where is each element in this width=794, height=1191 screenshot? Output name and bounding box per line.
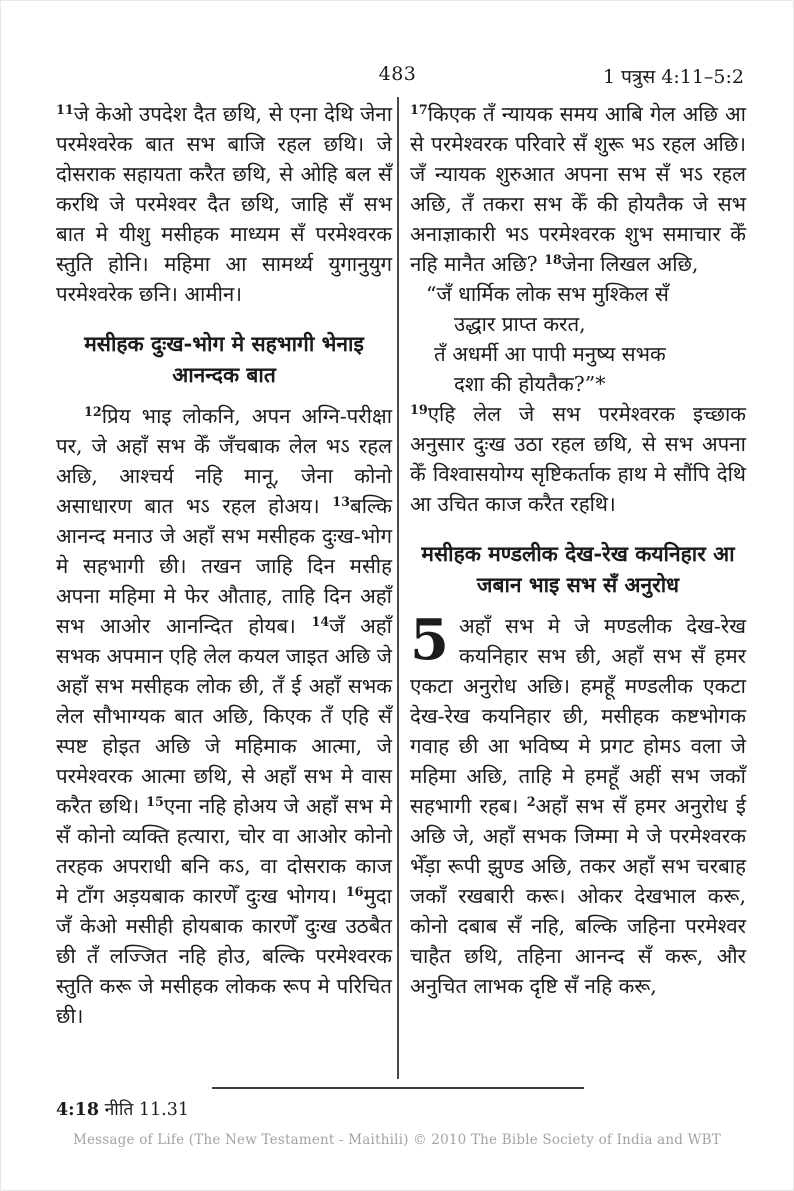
verse-number: 18: [544, 252, 562, 267]
book-reference: 1 पत्रुस 4:11–5:2: [602, 66, 744, 88]
verse-number: 13: [332, 494, 350, 509]
quote-line-with-footnote-marker: दशा की होयतैक?”*: [454, 372, 606, 396]
footnote: [56, 1098, 189, 1122]
left-column: [56, 99, 392, 1031]
verse-paragraph-17-18: $^{17}$किएक तँ न्यायक समय आबि गेल अछि आ से परमेश्वरक परिवारे सँ शुरू भऽ रहल अछि। जँ न्यायक शुरुआत अपना सभ सँ भऽ रहल अछि, तँ तकरा सभ केँ की होयतैक जे सभ अनाज्ञाकारी भऽ परमेश्वरक शुभ समाचार केँ नहि मानैत अछि? $^{18}$जेना लिखल अछि,: [410, 102, 746, 276]
page-number: 483: [378, 63, 417, 85]
section-heading-suffering: मसीहक दुःख-भोग मे सहभागी भेनाइ आनन्दक बात: [84, 331, 364, 387]
copyright-line: Message of Life (The New Testament - Maithili) © 2010 The Bible Society of India and WBT: [72, 1132, 722, 1148]
chapter-5-paragraph: [410, 607, 746, 1001]
verse-number: 12: [84, 404, 102, 419]
verse-number: 17: [410, 102, 428, 117]
quote-line: “जँ धार्मिक लोक सभ मुश्किल सँ: [426, 282, 669, 306]
column-divider-rule: [397, 97, 399, 1079]
poetry-quote: [410, 279, 746, 399]
verse-number: 16: [345, 884, 364, 899]
verse-number: 19: [410, 402, 428, 417]
verse-number: 15: [146, 794, 164, 809]
verse-paragraph-11: $^{11}$जे केओ उपदेश दैत छथि, से एना देथि जेना परमेश्वरेक बात सभ बाजि रहल छथि। जे दोसराक सहायता करैत छथि, से ओहि बल सँ करथि जे परमेश्वर दैत छथि, जाहि सँ सभ बात मे यीशु मसीहक माध्यम सँ परमेश्वरक स्तुति होनि। महिमा आ सामर्थ्य युगानुयुग परमेश्वरेक छनि। आमीन।: [56, 102, 392, 306]
running-head: [51, 63, 744, 89]
footnote-divider-rule: [212, 1087, 584, 1089]
section-heading-elders: मसीहक मण्डलीक देख-रेख कयनिहार आ जबान भाइ सभ सँ अनुरोध: [421, 541, 735, 597]
body-text-area: [56, 99, 746, 1079]
verse-number: 2: [526, 794, 536, 809]
verse-number: 11: [56, 102, 74, 117]
verse-paragraph-12-16: $^{12}$प्रिय भाइ लोकनि, अपन अग्नि-परीक्षा पर, जे अहाँ सभ केँ जँचबाक लेल भऽ रहल अछि, आश्चर्य नहि मानू, जेना कोनो असाधारण बात भऽ रहल होअय। $^{13}$बल्कि आनन्द मनाउ जे अहाँ सभ मसीहक दुःख-भोग मे सहभागी छी। तखन जाहि दिन मसीह अपना महिमा मे फेर औताह, ताहि दिन अहाँ सभ आओर आनन्दित होयब। $^{14}$जँ अहाँ सभक अपमान एहि लेल कयल जाइत अछि जे अहाँ सभ मसीहक लोक छी, तँ ई अहाँ सभक लेल सौभाग्यक बात अछि, किएक तँ एहि सँ स्पष्ट होइत अछि जे महिमाक आत्मा, जे परमेश्वरक आत्मा छथि, से अहाँ सभ मे वास करैत छथि। $^{15}$एना नहि होअय जे अहाँ सभ मे सँ कोनो व्यक्ति हत्यारा, चोर वा आओर कोनो तरहक अपराधी बनि कऽ, वा दोसराक काज मे टाँग अड़यबाक कारणेँ दुःख भोगय। $^{16}$मुदा जँ केओ मसीही होयबाक कारणेँ दुःख उठबैत छी तँ लज्जित नहि होउ, बल्कि परमेश्वरक स्तुति करू जे मसीहक लोकक रूप मे परिचित छी।: [56, 404, 392, 1028]
chapter-number-drop-cap: 5: [410, 607, 449, 673]
quote-line: तँ अधर्मी आ पापी मनुष्य सभक: [434, 342, 666, 366]
chapter-5-text: अहाँ सभ मे जे मण्डलीक देख-रेख कयनिहार सभ छी, अहाँ सभ सँ हमर एकटा अनुरोध अछि। हमहूँ मण्डलीक एकटा देख-रेख कयनिहार छी, मसीहक कष्टभोगक गवाह छी आ भविष्य मे प्रगट होमऽ वला जे महिमा अछि, ताहि मे हमहूँ अहीं सभ जकाँ सहभागी रहब। $^2$अहाँ सभ सँ हमर अनुरोध ई अछि जे, अहाँ सभक जिम्मा मे जे परमेश्वरक भेँड़ा रूपी झुण्ड अछि, तकर अहाँ सभ चरबाह जकाँ रखबारी करू। ओकर देखभाल करू, कोनो दबाब सँ नहि, बल्कि जहिना परमेश्वर चाहैत छथि, तहिना आनन्द सँ करू, और अनुचित लाभक दृष्टि सँ नहि करू,: [410, 614, 746, 998]
verse-number: 14: [311, 614, 330, 629]
footnote-reference: 4:18: [56, 1100, 99, 1120]
footnote-text: नीति 11.31: [104, 1100, 189, 1120]
quote-line: उद्धार प्राप्त करत,: [454, 312, 586, 336]
right-column: [410, 99, 746, 1001]
verse-paragraph-19: $^{19}$एहि लेल जे सभ परमेश्वरक इच्छाक अनुसार दुःख उठा रहल छथि, से सभ अपना केँ विश्वासयोग्य सृष्टिकर्ताक हाथ मे सौंपि देथि आ उचित काज करैत रहथि।: [410, 402, 746, 516]
